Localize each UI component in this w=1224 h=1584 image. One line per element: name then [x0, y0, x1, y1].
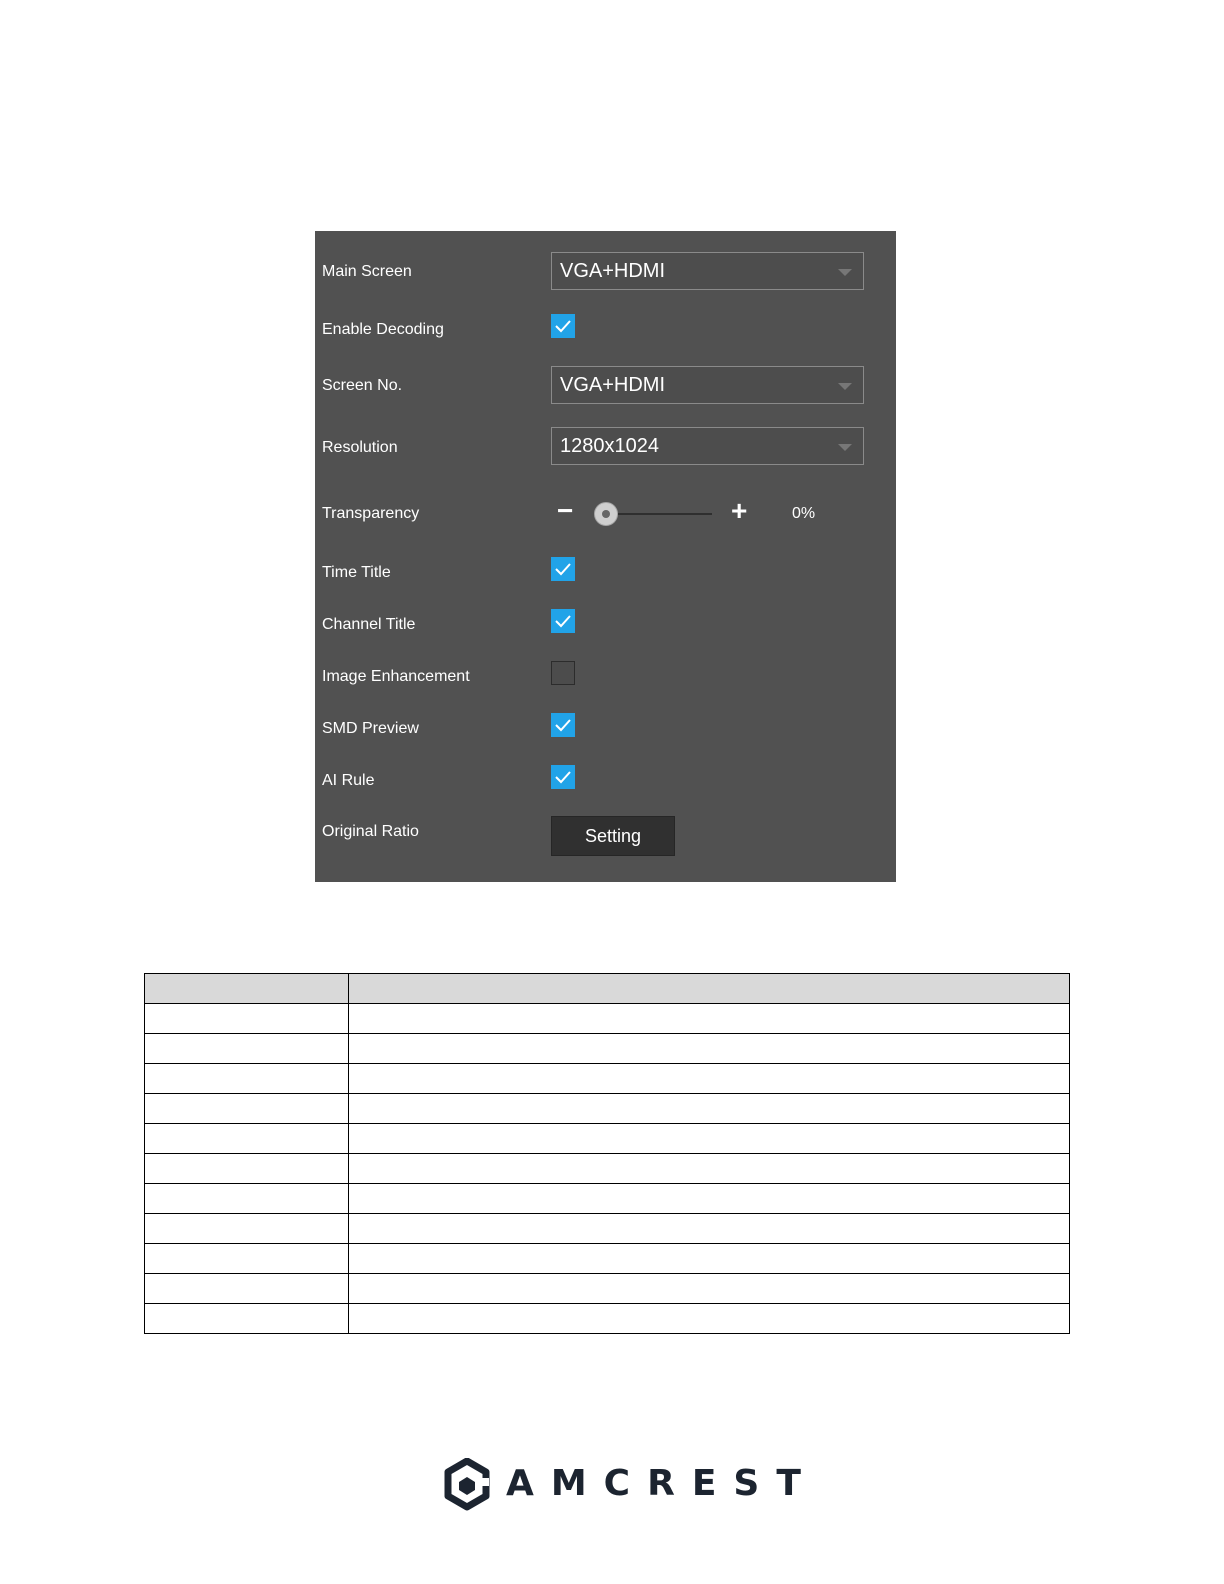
image-enhancement-checkbox[interactable]	[551, 661, 575, 685]
enable-decoding-label: Enable Decoding	[322, 321, 444, 338]
screen-no-row	[315, 365, 896, 405]
screen-no-value: VGA+HDMI	[560, 374, 666, 396]
table-cell	[349, 1094, 1070, 1124]
table-cell	[349, 1214, 1070, 1244]
checkmark-icon	[554, 561, 572, 577]
transparency-slider-handle[interactable]	[594, 502, 618, 526]
table-cell	[349, 1184, 1070, 1214]
checkmark-icon	[554, 613, 572, 629]
channel-title-label: Channel Title	[322, 616, 416, 633]
screen-no-select[interactable]	[551, 366, 864, 404]
resolution-select[interactable]	[551, 427, 864, 465]
transparency-slider-track[interactable]	[615, 513, 712, 515]
time-title-label: Time Title	[322, 564, 391, 581]
table-row	[145, 1244, 1070, 1274]
display-settings-panel	[315, 231, 896, 882]
table-cell	[349, 1034, 1070, 1064]
table-header-cell	[145, 974, 349, 1004]
smd-preview-checkbox[interactable]	[551, 713, 575, 737]
ai-rule-row	[315, 765, 896, 795]
transparency-row	[315, 495, 896, 529]
table-header-row	[145, 974, 1070, 1004]
chevron-down-icon	[838, 269, 852, 276]
resolution-value: 1280x1024	[560, 435, 659, 457]
image-enhancement-label: Image Enhancement	[322, 668, 470, 685]
table-row	[145, 1184, 1070, 1214]
table-cell	[349, 1154, 1070, 1184]
image-enhancement-row	[315, 661, 896, 691]
time-title-row	[315, 557, 896, 587]
channel-title-row	[315, 609, 896, 639]
enable-decoding-row	[315, 313, 896, 343]
table-row	[145, 1064, 1070, 1094]
transparency-label: Transparency	[322, 505, 420, 522]
table-row	[145, 1124, 1070, 1154]
screen-no-label: Screen No.	[322, 377, 403, 394]
table-row	[145, 1034, 1070, 1064]
table-cell	[145, 1124, 349, 1154]
main-screen-row	[315, 251, 896, 291]
table-row	[145, 1214, 1070, 1244]
main-screen-value: VGA+HDMI	[560, 260, 666, 282]
table-cell	[145, 1154, 349, 1184]
table-cell	[145, 1274, 349, 1304]
table-cell	[145, 1184, 349, 1214]
table-cell	[145, 1244, 349, 1274]
table-header-cell	[349, 974, 1070, 1004]
decrease-button[interactable]: −	[557, 495, 574, 526]
table-cell	[349, 1124, 1070, 1154]
checkmark-icon	[554, 318, 572, 334]
original-ratio-row	[315, 815, 896, 857]
table-cell	[145, 1304, 349, 1334]
amcrest-hexagon-logo-icon	[444, 1458, 490, 1512]
table-cell	[145, 1064, 349, 1094]
table-row	[145, 1094, 1070, 1124]
smd-preview-label: SMD Preview	[322, 720, 419, 737]
ai-rule-label: AI Rule	[322, 772, 375, 789]
main-screen-label: Main Screen	[322, 263, 412, 280]
smd-preview-row	[315, 713, 896, 743]
table-cell	[145, 1034, 349, 1064]
transparency-value: 0%	[792, 505, 816, 522]
table-row	[145, 1274, 1070, 1304]
chevron-down-icon	[838, 383, 852, 390]
main-screen-select[interactable]	[551, 252, 864, 290]
table-row	[145, 1304, 1070, 1334]
table-cell	[349, 1274, 1070, 1304]
amcrest-wordmark: AMCREST	[506, 1463, 818, 1504]
table-cell	[145, 1094, 349, 1124]
resolution-label: Resolution	[322, 439, 398, 456]
table-row	[145, 1154, 1070, 1184]
table-cell	[349, 1304, 1070, 1334]
table-cell	[349, 1244, 1070, 1274]
table-cell	[145, 1214, 349, 1244]
original-ratio-label: Original Ratio	[322, 823, 419, 840]
setting-button[interactable]: Setting	[551, 816, 675, 856]
table-cell	[349, 1004, 1070, 1034]
table-cell	[349, 1064, 1070, 1094]
increase-button[interactable]: +	[731, 495, 748, 526]
enable-decoding-checkbox[interactable]	[551, 314, 575, 338]
channel-title-checkbox[interactable]	[551, 609, 575, 633]
table-cell	[145, 1004, 349, 1034]
resolution-row	[315, 427, 896, 467]
slider-handle-dot	[602, 510, 610, 518]
time-title-checkbox[interactable]	[551, 557, 575, 581]
parameter-description-table	[144, 973, 1070, 1334]
ai-rule-checkbox[interactable]	[551, 765, 575, 789]
table-row	[145, 1004, 1070, 1034]
checkmark-icon	[554, 769, 572, 785]
chevron-down-icon	[838, 444, 852, 451]
checkmark-icon	[554, 717, 572, 733]
amcrest-logo	[444, 1458, 818, 1512]
